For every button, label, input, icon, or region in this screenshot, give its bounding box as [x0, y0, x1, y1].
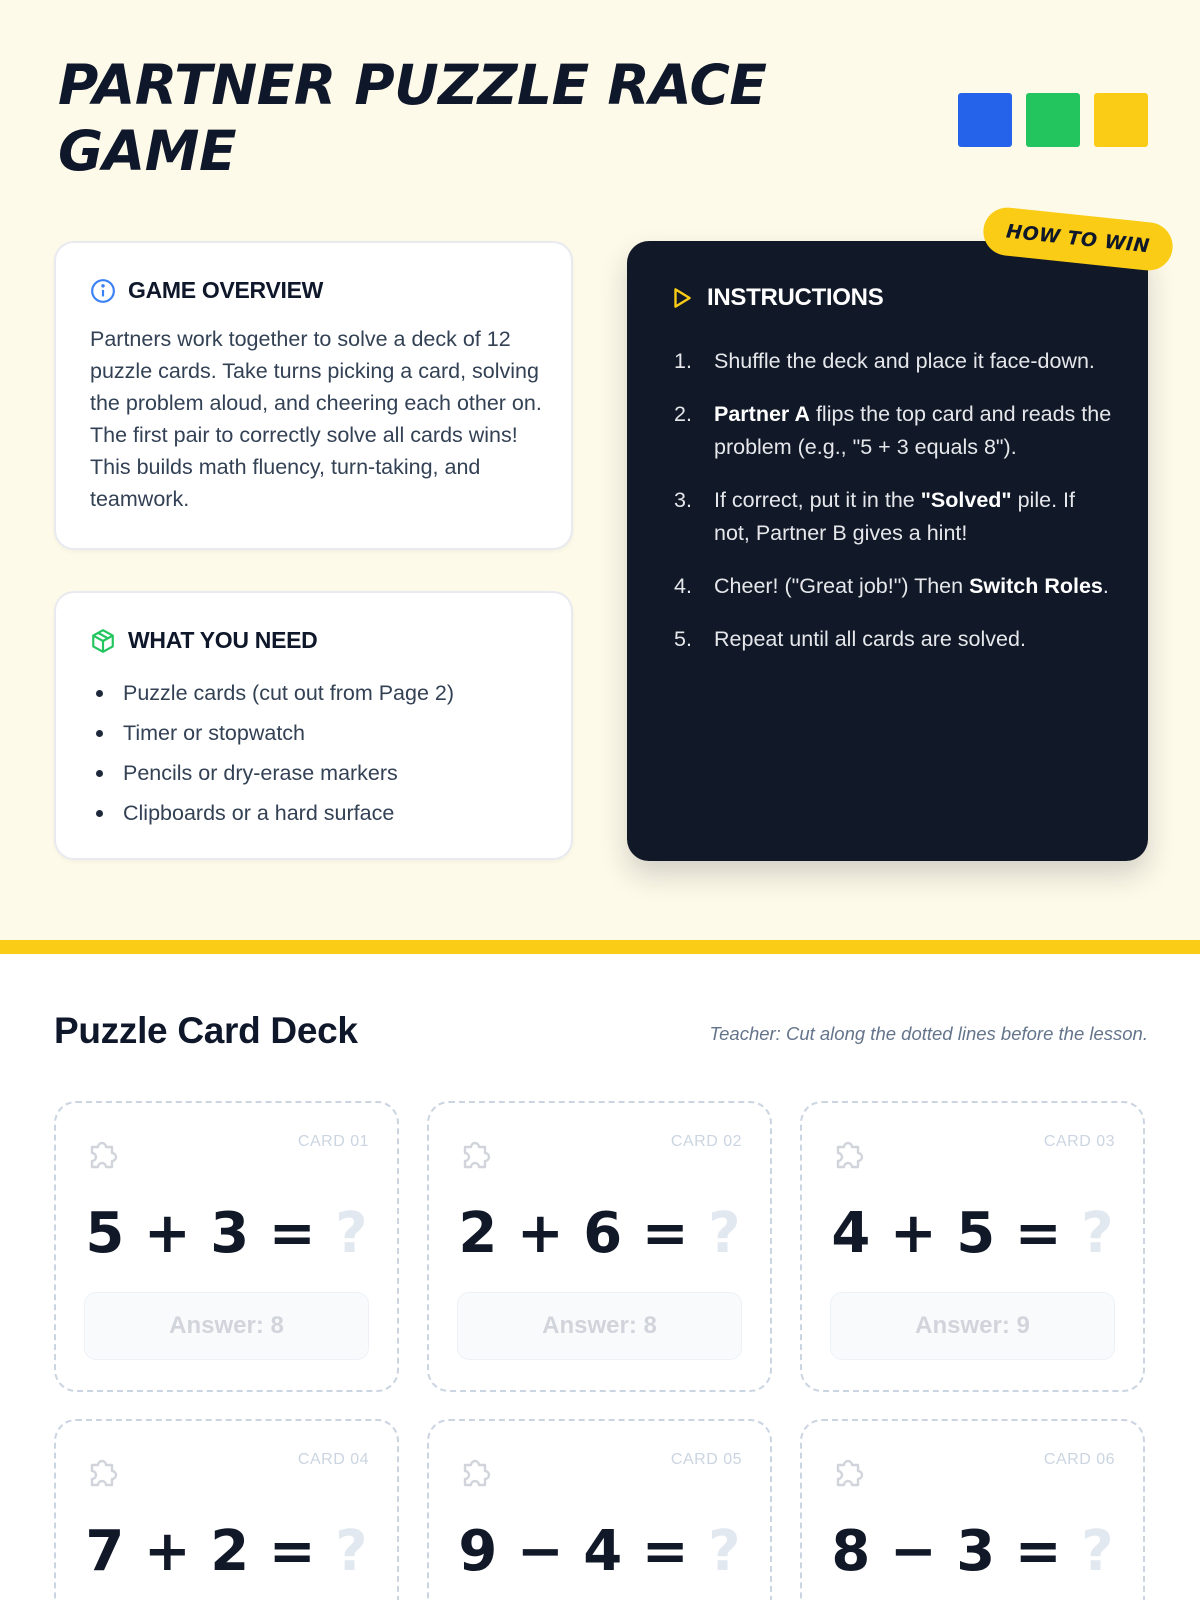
- card-number: CARD 05: [670, 1451, 742, 1468]
- puzzle-piece-icon: [830, 1133, 870, 1173]
- info-icon: [90, 278, 116, 304]
- instructions-heading: [669, 284, 883, 312]
- card-answer: Answer: 9: [830, 1292, 1115, 1360]
- puzzle-card: [54, 1101, 399, 1392]
- card-problem: 9 − 4 = ?: [458, 1519, 741, 1584]
- game-overview-card: [54, 241, 573, 550]
- color-swatches: [958, 93, 1148, 147]
- card-number: CARD 03: [1043, 1133, 1115, 1150]
- deck-title: Puzzle Card Deck: [54, 1010, 358, 1051]
- puzzle-card: [54, 1419, 399, 1600]
- instruction-step: 2. Partner A flips the top card and reads the problem (e.g., "5 + 3 equals 8").: [674, 402, 1112, 459]
- card-number: CARD 01: [297, 1133, 369, 1150]
- game-overview-title: GAME OVERVIEW: [128, 277, 324, 303]
- puzzle-card: [427, 1419, 772, 1600]
- how-to-win-badge: HOW TO WIN: [981, 205, 1175, 273]
- what-you-need-card: [54, 591, 573, 860]
- card-problem: 8 − 3 = ?: [831, 1519, 1114, 1584]
- blue-swatch: [958, 93, 1012, 147]
- puzzle-card: [427, 1101, 772, 1392]
- list-item: Puzzle cards (cut out from Page 2): [90, 673, 454, 713]
- page-title: PARTNER PUZZLE RACE GAME: [58, 53, 767, 183]
- card-problem: 7 + 2 = ?: [85, 1519, 368, 1584]
- instruction-step: 3. If correct, put it in the "Solved" pile. If not, Partner B gives a hint!: [674, 488, 1075, 545]
- box-icon: [90, 628, 116, 654]
- game-overview-text: Partners work together to solve a deck of 12 puzzle cards. Take turns picking a card, solving the problem aloud, and cheering each other on. The first pair to correctly solve all cards wins! This builds math fluency, turn-taking, and teamwork.: [90, 327, 542, 511]
- instruction-steps: [674, 345, 1114, 676]
- instruction-step: 1. Shuffle the deck and place it face-down.: [674, 349, 1095, 373]
- supplies-list: [90, 673, 454, 833]
- green-swatch: [1026, 93, 1080, 147]
- list-item: Pencils or dry-erase markers: [90, 753, 454, 793]
- card-number: CARD 06: [1043, 1451, 1115, 1468]
- card-answer: Answer: 8: [457, 1292, 742, 1360]
- list-item: Timer or stopwatch: [90, 713, 454, 753]
- what-you-need-heading: [90, 627, 317, 654]
- puzzle-card: [800, 1101, 1145, 1392]
- puzzle-piece-icon: [457, 1451, 497, 1491]
- card-problem: 4 + 5 = ?: [831, 1201, 1114, 1266]
- card-answer: Answer: 8: [84, 1292, 369, 1360]
- card-problem: 5 + 3 = ?: [85, 1201, 368, 1266]
- puzzle-card: [800, 1419, 1145, 1600]
- card-problem: 2 + 6 = ?: [458, 1201, 741, 1266]
- puzzle-piece-icon: [84, 1451, 124, 1491]
- instruction-step: 5. Repeat until all cards are solved.: [674, 627, 1026, 651]
- instructions-card: [627, 241, 1148, 861]
- list-item: Clipboards or a hard surface: [90, 793, 454, 833]
- puzzle-piece-icon: [457, 1133, 497, 1173]
- instructions-title: INSTRUCTIONS: [707, 284, 884, 311]
- puzzle-piece-icon: [830, 1451, 870, 1491]
- instruction-step: 4. Cheer! ("Great job!") Then Switch Roles.: [674, 574, 1109, 598]
- game-overview-heading: [90, 277, 323, 304]
- teacher-note: Teacher: Cut along the dotted lines before the lesson.: [709, 1023, 1148, 1044]
- yellow-swatch: [1094, 93, 1148, 147]
- what-you-need-title: WHAT YOU NEED: [128, 627, 318, 653]
- hero-divider: [0, 940, 1200, 954]
- puzzle-piece-icon: [84, 1133, 124, 1173]
- card-number: CARD 02: [670, 1133, 742, 1150]
- card-number: CARD 04: [297, 1451, 369, 1468]
- play-icon: [669, 285, 695, 311]
